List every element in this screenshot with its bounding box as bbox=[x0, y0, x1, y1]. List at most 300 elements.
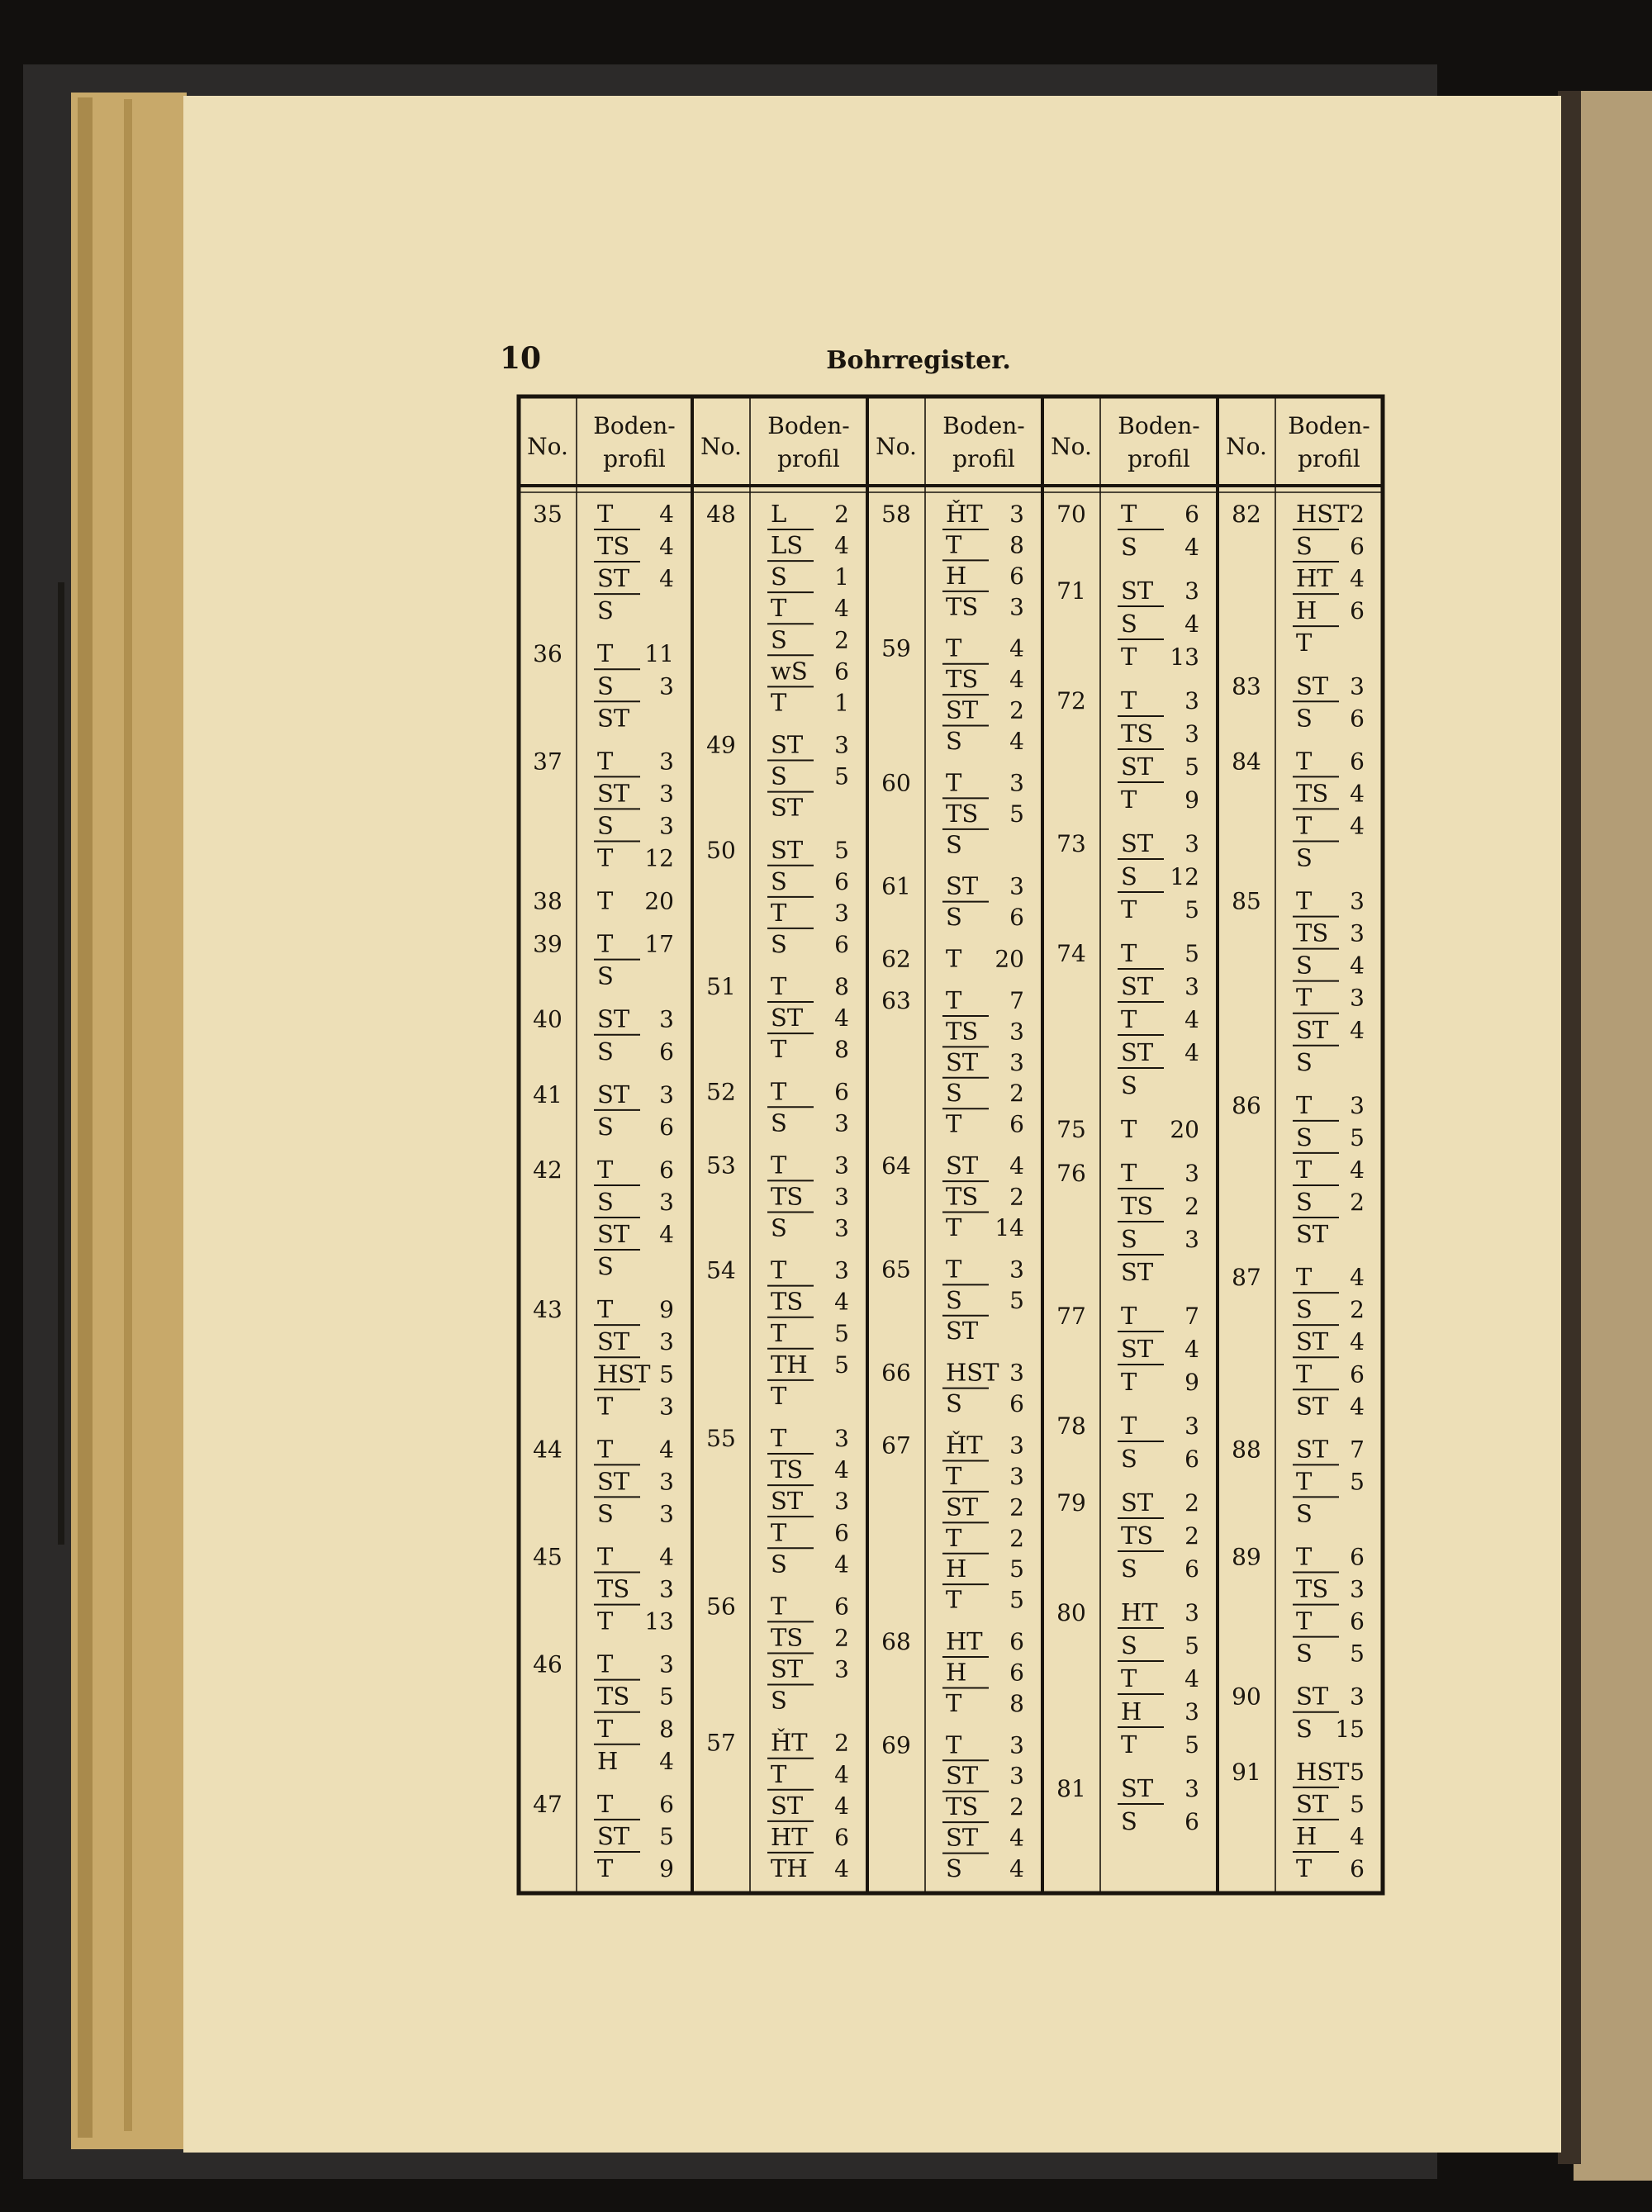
soil-symbol: T bbox=[597, 1854, 614, 1882]
layer-thickness: 11 bbox=[644, 640, 674, 668]
layer-thickness: 3 bbox=[659, 1575, 674, 1603]
layer-thickness: 6 bbox=[1009, 1390, 1024, 1418]
soil-symbol: S bbox=[1296, 532, 1313, 561]
soil-symbol: ST bbox=[771, 1791, 804, 1820]
soil-symbol: S bbox=[1296, 704, 1313, 733]
layer-thickness: 3 bbox=[1350, 672, 1365, 700]
layer-thickness: 4 bbox=[1184, 1039, 1199, 1066]
layer-thickness: 3 bbox=[1184, 1775, 1199, 1802]
boring-number: 69 bbox=[881, 1731, 911, 1759]
layer-thickness: 3 bbox=[1009, 1359, 1024, 1387]
layer-thickness: 6 bbox=[1350, 533, 1365, 561]
layer-thickness: 3 bbox=[1350, 1091, 1365, 1119]
layer-thickness: 4 bbox=[659, 1747, 674, 1775]
layer-thickness: 4 bbox=[1350, 812, 1365, 840]
soil-symbol: T bbox=[1296, 1607, 1313, 1635]
soil-symbol: TS bbox=[946, 1017, 979, 1046]
soil-symbol: ST bbox=[1121, 1335, 1154, 1363]
layer-thickness: 3 bbox=[1184, 1412, 1199, 1440]
boring-number: 88 bbox=[1232, 1436, 1261, 1464]
layer-thickness: 6 bbox=[1350, 1855, 1365, 1882]
layer-thickness: 4 bbox=[1350, 1016, 1365, 1044]
layer-thickness: 3 bbox=[1184, 1599, 1199, 1626]
layer-thickness: 6 bbox=[1350, 1360, 1365, 1388]
boring-entry bbox=[1056, 1115, 1199, 1143]
layer-thickness: 9 bbox=[659, 1296, 674, 1324]
layer-thickness: 5 bbox=[1184, 940, 1199, 967]
soil-symbol: wS bbox=[771, 657, 808, 686]
boring-number: 45 bbox=[533, 1543, 563, 1571]
soil-symbol: S bbox=[946, 726, 962, 755]
layer-thickness: 3 bbox=[659, 1080, 674, 1108]
layer-thickness: 6 bbox=[834, 1519, 849, 1547]
soil-symbol: ȞT bbox=[771, 1728, 808, 1757]
boring-number: 62 bbox=[881, 945, 911, 973]
soil-symbol: T bbox=[946, 1109, 962, 1138]
layer-thickness: 3 bbox=[659, 1500, 674, 1528]
header-bodenprofil-line1: Boden- bbox=[593, 412, 676, 439]
soil-symbol: S bbox=[1121, 1225, 1137, 1253]
layer-thickness: 2 bbox=[1184, 1489, 1199, 1517]
layer-thickness: 5 bbox=[834, 762, 849, 790]
soil-symbol: S bbox=[597, 961, 614, 990]
boring-number: 63 bbox=[881, 986, 911, 1014]
layer-thickness: 6 bbox=[834, 867, 849, 895]
soil-symbol: T bbox=[597, 1714, 614, 1743]
layer-thickness: 3 bbox=[1350, 919, 1365, 947]
layer-thickness: 8 bbox=[1009, 1689, 1024, 1717]
boring-number: 38 bbox=[533, 887, 563, 915]
soil-symbol: TH bbox=[771, 1350, 808, 1379]
layer-thickness: 3 bbox=[659, 1650, 674, 1678]
soil-symbol: ST bbox=[946, 1317, 979, 1346]
layer-thickness: 8 bbox=[834, 973, 849, 1001]
boring-number: 66 bbox=[881, 1359, 911, 1387]
layer-thickness: 3 bbox=[1009, 769, 1024, 797]
layer-thickness: 9 bbox=[1184, 1369, 1199, 1396]
layer-thickness: 2 bbox=[1009, 1080, 1024, 1108]
soil-symbol: S bbox=[771, 762, 787, 790]
layer-thickness: 3 bbox=[1009, 501, 1024, 528]
layer-thickness: 4 bbox=[834, 1855, 849, 1882]
soil-symbol: T bbox=[1121, 1115, 1137, 1143]
soil-symbol: S bbox=[1296, 1295, 1313, 1324]
layer-thickness: 3 bbox=[1350, 887, 1365, 915]
soil-symbol: T bbox=[1121, 1730, 1137, 1759]
soil-symbol: S bbox=[946, 1079, 962, 1108]
soil-symbol: T bbox=[1296, 1542, 1313, 1571]
soil-symbol: S bbox=[946, 1285, 962, 1314]
boring-number: 70 bbox=[1056, 501, 1086, 528]
soil-symbol: T bbox=[946, 1688, 962, 1717]
layer-thickness: 5 bbox=[1350, 1640, 1365, 1668]
layer-thickness: 3 bbox=[834, 1425, 849, 1453]
soil-symbol: TS bbox=[1121, 1192, 1154, 1220]
soil-symbol: S bbox=[1121, 1631, 1137, 1659]
layer-thickness: 2 bbox=[1350, 1189, 1365, 1217]
layer-thickness: 2 bbox=[1009, 1493, 1024, 1521]
layer-thickness: 4 bbox=[659, 565, 674, 593]
layer-thickness: 4 bbox=[659, 1543, 674, 1571]
soil-symbol: HT bbox=[946, 1627, 983, 1656]
layer-thickness: 13 bbox=[1170, 643, 1199, 671]
soil-symbol: ST bbox=[946, 1493, 979, 1521]
soil-symbol: T bbox=[946, 768, 962, 797]
soil-symbol: T bbox=[1296, 1360, 1313, 1388]
soil-symbol: T bbox=[771, 898, 787, 927]
boring-number: 50 bbox=[706, 836, 736, 864]
soil-symbol: T bbox=[1121, 1368, 1137, 1396]
layer-thickness: 3 bbox=[1184, 1226, 1199, 1253]
soil-symbol: ST bbox=[1296, 1682, 1329, 1711]
boring-number: 37 bbox=[533, 748, 563, 776]
soil-symbol: ST bbox=[1121, 1258, 1154, 1286]
layer-thickness: 4 bbox=[1350, 1822, 1365, 1850]
layer-thickness: 3 bbox=[1009, 1462, 1024, 1490]
boring-number: 78 bbox=[1056, 1412, 1086, 1440]
soil-symbol: ST bbox=[1121, 972, 1154, 1000]
layer-thickness: 5 bbox=[659, 1360, 674, 1388]
layer-thickness: 6 bbox=[1184, 1555, 1199, 1583]
left-marker-bar bbox=[58, 582, 64, 1545]
boring-number: 81 bbox=[1056, 1775, 1086, 1802]
boring-entry bbox=[881, 945, 1024, 973]
facing-page-strip bbox=[1574, 91, 1652, 2181]
layer-thickness: 1 bbox=[834, 563, 849, 591]
soil-symbol: S bbox=[1121, 1071, 1137, 1099]
layer-thickness: 6 bbox=[1350, 748, 1365, 776]
layer-thickness: 3 bbox=[1184, 720, 1199, 748]
header-bodenprofil-line2: profil bbox=[777, 445, 840, 472]
boring-number: 73 bbox=[1056, 830, 1086, 857]
boring-number: 43 bbox=[533, 1296, 563, 1324]
boring-number: 39 bbox=[533, 930, 563, 958]
soil-symbol: T bbox=[1296, 886, 1313, 915]
layer-thickness: 3 bbox=[1009, 872, 1024, 900]
layer-thickness: 6 bbox=[1350, 1543, 1365, 1571]
layer-thickness: 3 bbox=[1184, 1160, 1199, 1187]
layer-thickness: 4 bbox=[1184, 534, 1199, 561]
soil-symbol: S bbox=[1121, 533, 1137, 561]
soil-symbol: T bbox=[597, 1295, 614, 1324]
soil-symbol: ST bbox=[771, 1487, 804, 1516]
soil-symbol: T bbox=[946, 944, 962, 973]
soil-symbol: S bbox=[946, 1854, 962, 1882]
header-bodenprofil-line1: Boden- bbox=[767, 412, 850, 439]
boring-number: 74 bbox=[1056, 940, 1086, 967]
soil-symbol: ST bbox=[597, 564, 630, 593]
soil-symbol: T bbox=[771, 594, 787, 623]
header-no: No. bbox=[527, 433, 568, 460]
layer-thickness: 3 bbox=[1009, 1018, 1024, 1046]
soil-symbol: TS bbox=[946, 799, 979, 828]
soil-symbol: S bbox=[1296, 1714, 1313, 1743]
page-number: 10 bbox=[500, 341, 542, 376]
soil-symbol: H bbox=[946, 561, 967, 590]
soil-symbol: HST bbox=[597, 1360, 651, 1388]
layer-thickness: 5 bbox=[1350, 1758, 1365, 1786]
soil-symbol: T bbox=[1296, 1155, 1313, 1184]
layer-thickness: 17 bbox=[644, 930, 674, 958]
soil-symbol: S bbox=[1121, 610, 1137, 638]
soil-symbol: T bbox=[597, 500, 614, 528]
layer-thickness: 4 bbox=[834, 1792, 849, 1820]
layer-thickness: 5 bbox=[659, 1683, 674, 1711]
layer-thickness: 6 bbox=[1184, 1445, 1199, 1473]
boring-number: 68 bbox=[881, 1628, 911, 1656]
soil-symbol: TS bbox=[946, 1182, 979, 1211]
layer-thickness: 4 bbox=[659, 501, 674, 528]
layer-thickness: 5 bbox=[1009, 1586, 1024, 1614]
layer-thickness: 15 bbox=[1335, 1715, 1365, 1743]
layer-thickness: 3 bbox=[1184, 830, 1199, 857]
boring-number: 55 bbox=[706, 1425, 736, 1453]
layer-thickness: 3 bbox=[1350, 984, 1365, 1012]
layer-thickness: 4 bbox=[834, 1760, 849, 1788]
layer-thickness: 5 bbox=[834, 836, 849, 864]
soil-symbol: TS bbox=[946, 1792, 979, 1821]
soil-symbol: S bbox=[771, 929, 787, 958]
soil-symbol: ST bbox=[946, 1761, 979, 1790]
soil-symbol: S bbox=[1121, 862, 1137, 890]
soil-symbol: T bbox=[771, 972, 787, 1001]
layer-thickness: 5 bbox=[1184, 1731, 1199, 1759]
layer-thickness: 1 bbox=[834, 689, 849, 717]
soil-symbol: ST bbox=[1296, 1435, 1329, 1464]
soil-symbol: T bbox=[946, 1461, 962, 1490]
boring-number: 56 bbox=[706, 1593, 736, 1621]
boring-number: 42 bbox=[533, 1156, 563, 1184]
layer-thickness: 2 bbox=[1009, 1793, 1024, 1821]
boring-number: 35 bbox=[533, 501, 563, 528]
soil-symbol: S bbox=[1296, 1123, 1313, 1151]
layer-thickness: 3 bbox=[834, 899, 849, 927]
boring-number: 48 bbox=[706, 501, 736, 528]
layer-thickness: 3 bbox=[659, 1468, 674, 1496]
soil-symbol: T bbox=[597, 1155, 614, 1184]
layer-thickness: 5 bbox=[1350, 1468, 1365, 1496]
soil-symbol: S bbox=[1296, 1499, 1313, 1528]
layer-thickness: 6 bbox=[834, 1078, 849, 1106]
soil-symbol: TS bbox=[1296, 919, 1329, 947]
layer-thickness: 14 bbox=[995, 1213, 1024, 1241]
boring-number: 47 bbox=[533, 1790, 563, 1818]
layer-thickness: 13 bbox=[644, 1607, 674, 1635]
soil-symbol: T bbox=[771, 1381, 787, 1410]
soil-symbol: T bbox=[1296, 747, 1313, 776]
layer-thickness: 4 bbox=[1350, 1264, 1365, 1292]
boring-number: 77 bbox=[1056, 1303, 1086, 1330]
boring-number: 83 bbox=[1232, 672, 1261, 700]
soil-symbol: TS bbox=[771, 1287, 804, 1316]
soil-symbol: H bbox=[1121, 1697, 1142, 1725]
layer-thickness: 4 bbox=[834, 595, 849, 623]
layer-thickness: 2 bbox=[1184, 1193, 1199, 1220]
boring-number: 71 bbox=[1056, 577, 1086, 605]
soil-symbol: TS bbox=[1121, 1521, 1154, 1550]
layer-thickness: 5 bbox=[1184, 1632, 1199, 1659]
layer-thickness: 2 bbox=[834, 1624, 849, 1652]
layer-thickness: 4 bbox=[659, 1221, 674, 1249]
soil-symbol: ST bbox=[946, 1823, 979, 1852]
layer-thickness: 20 bbox=[995, 945, 1024, 973]
boring-number: 84 bbox=[1232, 748, 1261, 776]
soil-symbol: T bbox=[771, 688, 787, 717]
layer-thickness: 5 bbox=[834, 1319, 849, 1347]
soil-symbol: T bbox=[946, 1730, 962, 1759]
soil-symbol: ST bbox=[1121, 752, 1154, 781]
layer-thickness: 3 bbox=[659, 1189, 674, 1216]
layer-thickness: 6 bbox=[1009, 1659, 1024, 1687]
soil-symbol: S bbox=[597, 811, 614, 840]
layer-thickness: 6 bbox=[659, 1113, 674, 1141]
soil-symbol: T bbox=[1121, 786, 1137, 814]
soil-symbol: T bbox=[771, 1035, 787, 1064]
soil-symbol: S bbox=[946, 1389, 962, 1418]
layer-thickness: 3 bbox=[1009, 1431, 1024, 1460]
layer-thickness: 5 bbox=[1184, 753, 1199, 781]
soil-symbol: HST bbox=[1296, 1757, 1350, 1786]
soil-symbol: T bbox=[1296, 983, 1313, 1012]
layer-thickness: 4 bbox=[1184, 1006, 1199, 1033]
layer-thickness: 2 bbox=[1350, 1296, 1365, 1324]
layer-thickness: 6 bbox=[834, 1823, 849, 1851]
soil-symbol: ST bbox=[1121, 577, 1154, 605]
layer-thickness: 4 bbox=[834, 1004, 849, 1032]
page-stack-edge bbox=[124, 99, 132, 2131]
soil-symbol: T bbox=[946, 634, 962, 662]
soil-symbol: ST bbox=[597, 1220, 630, 1249]
soil-symbol: T bbox=[597, 1392, 614, 1421]
soil-symbol: T bbox=[946, 1213, 962, 1241]
soil-symbol: T bbox=[1121, 895, 1137, 923]
layer-thickness: 3 bbox=[659, 1393, 674, 1421]
layer-thickness: 3 bbox=[834, 1183, 849, 1211]
soil-symbol: T bbox=[1121, 1664, 1137, 1692]
soil-symbol: T bbox=[1296, 1090, 1313, 1119]
layer-thickness: 12 bbox=[1170, 863, 1199, 890]
soil-symbol: ST bbox=[597, 1080, 630, 1108]
layer-thickness: 5 bbox=[1184, 896, 1199, 923]
layer-thickness: 4 bbox=[1350, 565, 1365, 593]
soil-symbol: S bbox=[771, 562, 787, 591]
layer-thickness: 2 bbox=[1184, 1522, 1199, 1550]
soil-symbol: L bbox=[771, 500, 787, 528]
soil-symbol: T bbox=[1121, 643, 1137, 671]
soil-symbol: ST bbox=[597, 1327, 630, 1356]
boring-number: 53 bbox=[706, 1151, 736, 1180]
layer-thickness: 5 bbox=[1350, 1123, 1365, 1151]
soil-symbol: S bbox=[1121, 1445, 1137, 1473]
layer-thickness: 4 bbox=[1009, 666, 1024, 694]
boring-number: 75 bbox=[1056, 1116, 1086, 1143]
soil-symbol: ST bbox=[771, 1004, 804, 1032]
layer-thickness: 3 bbox=[1184, 577, 1199, 605]
layer-thickness: 9 bbox=[659, 1855, 674, 1882]
boring-number: 72 bbox=[1056, 687, 1086, 714]
boring-number: 52 bbox=[706, 1078, 736, 1106]
layer-thickness: 4 bbox=[1350, 1156, 1365, 1184]
layer-thickness: 6 bbox=[1009, 1110, 1024, 1138]
layer-thickness: 5 bbox=[1009, 800, 1024, 828]
soil-symbol: H bbox=[1296, 1821, 1317, 1850]
soil-symbol: H bbox=[946, 1555, 967, 1583]
soil-symbol: TS bbox=[946, 665, 979, 694]
soil-symbol: S bbox=[597, 596, 614, 625]
layer-thickness: 3 bbox=[1009, 1256, 1024, 1284]
soil-symbol: T bbox=[597, 747, 614, 776]
soil-symbol: T bbox=[597, 1435, 614, 1464]
layer-thickness: 4 bbox=[1350, 952, 1365, 980]
boring-number: 41 bbox=[533, 1080, 563, 1108]
soil-symbol: ST bbox=[1296, 1789, 1329, 1818]
boring-number: 86 bbox=[1232, 1091, 1261, 1119]
soil-symbol: T bbox=[1121, 1412, 1137, 1440]
soil-symbol: T bbox=[771, 1424, 787, 1453]
soil-symbol: HST bbox=[1296, 500, 1350, 528]
layer-thickness: 3 bbox=[1009, 593, 1024, 621]
soil-symbol: LS bbox=[771, 531, 804, 560]
layer-thickness: 4 bbox=[1184, 610, 1199, 638]
boring-number: 61 bbox=[881, 872, 911, 900]
layer-thickness: 2 bbox=[834, 626, 849, 654]
layer-thickness: 5 bbox=[834, 1350, 849, 1379]
layer-thickness: 4 bbox=[834, 1288, 849, 1316]
soil-symbol: T bbox=[597, 1650, 614, 1678]
layer-thickness: 6 bbox=[1009, 1628, 1024, 1656]
layer-thickness: 6 bbox=[1184, 1808, 1199, 1835]
soil-symbol: S bbox=[597, 1188, 614, 1216]
layer-thickness: 7 bbox=[1009, 986, 1024, 1014]
soil-symbol: HT bbox=[1121, 1598, 1158, 1626]
soil-symbol: S bbox=[1296, 843, 1313, 872]
layer-thickness: 3 bbox=[659, 1328, 674, 1356]
layer-thickness: 8 bbox=[834, 1036, 849, 1064]
boring-number: 40 bbox=[533, 1005, 563, 1033]
soil-symbol: ST bbox=[771, 730, 804, 759]
layer-thickness: 4 bbox=[1350, 1328, 1365, 1356]
soil-symbol: TS bbox=[597, 1574, 630, 1603]
soil-symbol: S bbox=[771, 1686, 787, 1715]
boring-number: 64 bbox=[881, 1152, 911, 1180]
page-stack-edge bbox=[78, 97, 93, 2138]
boring-number: 91 bbox=[1232, 1758, 1261, 1786]
soil-symbol: T bbox=[597, 1789, 614, 1818]
soil-symbol: TS bbox=[771, 1455, 804, 1484]
soil-symbol: ST bbox=[1121, 1488, 1154, 1517]
boring-number: 89 bbox=[1232, 1543, 1261, 1571]
layer-thickness: 20 bbox=[644, 887, 674, 915]
layer-thickness: 2 bbox=[834, 1729, 849, 1757]
header-bodenprofil-line1: Boden- bbox=[1118, 412, 1200, 439]
soil-symbol: TS bbox=[597, 1682, 630, 1711]
soil-symbol: T bbox=[597, 1542, 614, 1571]
soil-symbol: T bbox=[771, 1759, 787, 1788]
layer-thickness: 4 bbox=[659, 1436, 674, 1464]
boring-number: 49 bbox=[706, 731, 736, 759]
boring-number: 46 bbox=[533, 1650, 563, 1678]
soil-symbol: ȞT bbox=[946, 1431, 983, 1460]
soil-symbol: ST bbox=[597, 1467, 630, 1496]
soil-symbol: ST bbox=[1296, 1220, 1329, 1249]
soil-symbol: TS bbox=[771, 1182, 804, 1211]
soil-symbol: S bbox=[1296, 951, 1313, 980]
soil-symbol: ST bbox=[946, 1047, 979, 1076]
soil-symbol: TS bbox=[771, 1623, 804, 1652]
soil-symbol: H bbox=[597, 1746, 619, 1775]
layer-thickness: 3 bbox=[1184, 687, 1199, 714]
layer-thickness: 5 bbox=[1009, 1555, 1024, 1583]
